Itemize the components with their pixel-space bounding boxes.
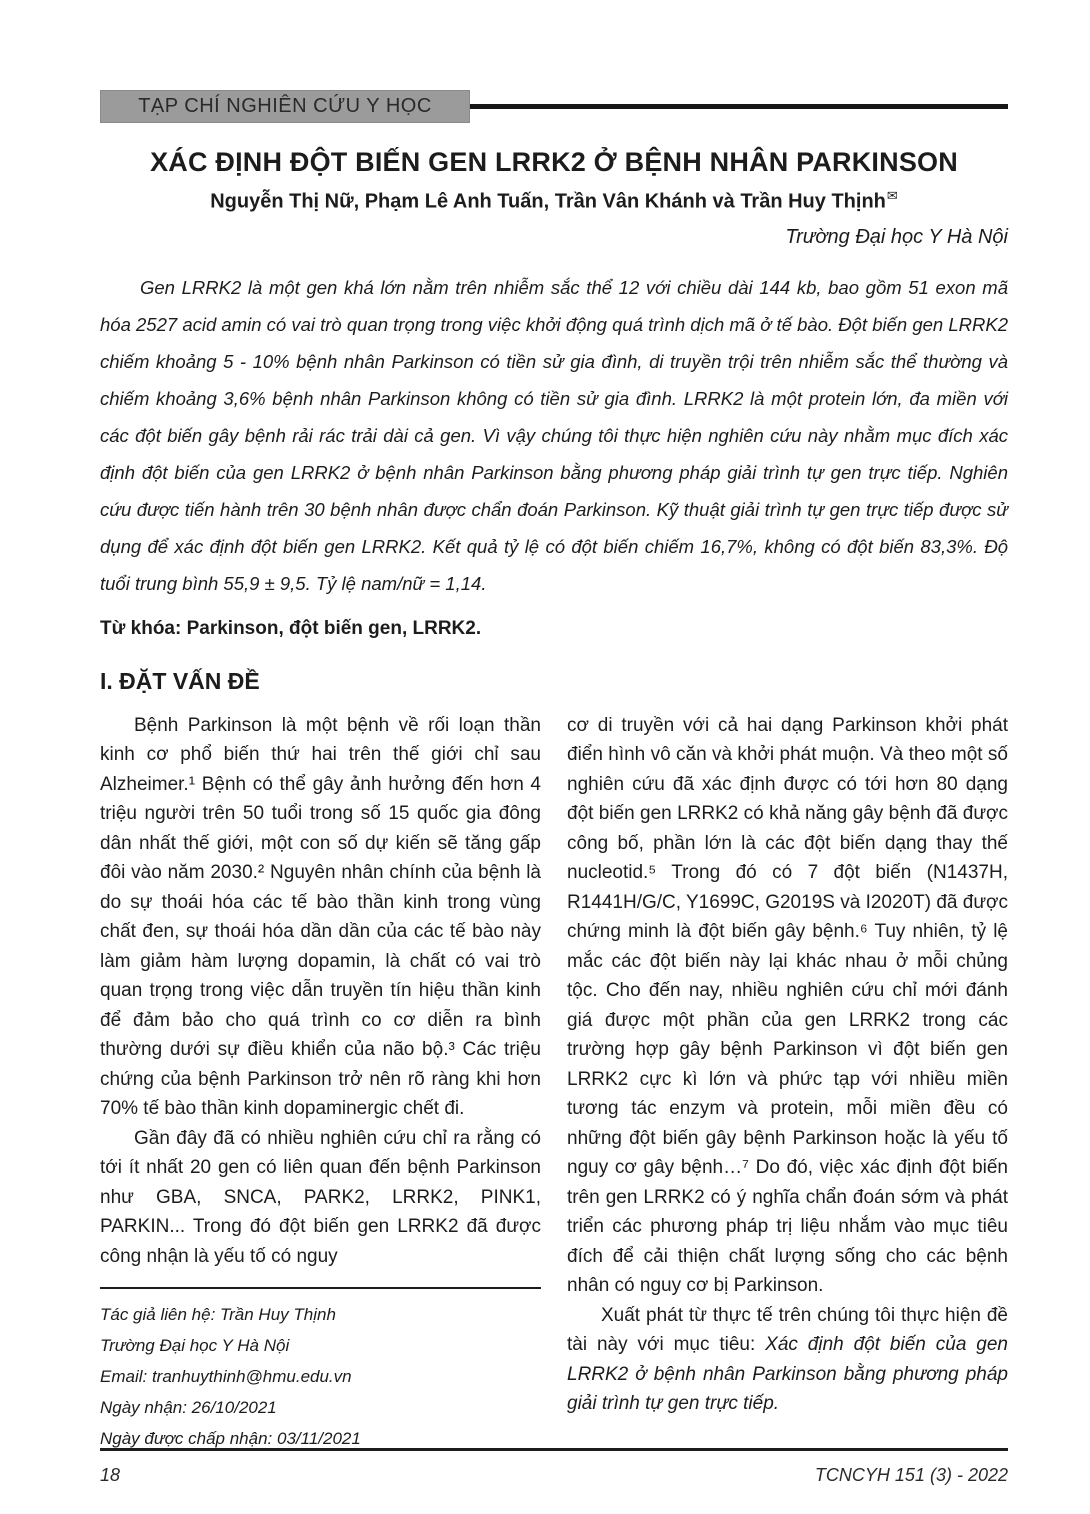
footnote-line-received-date: Ngày nhận: 26/10/2021 xyxy=(100,1398,277,1418)
article-title: XÁC ĐỊNH ĐỘT BIẾN GEN LRRK2 Ở BỆNH NHÂN PARKINSON xyxy=(150,147,958,177)
abstract-text: Gen LRRK2 là một gen khá lớn nằm trên nhiễm sắc thể 12 với chiều dài 144 kb, bao gồm 51 exon mã hóa 2527 acid amin có vai trò quan trọng trong việc khởi động quá trình dịch mã ở tế bào. Đột biến gen LRRK2 chiếm khoảng 5 - 10% bệnh nhân Parkinson có tiền sử gia đình, di truyền trội trên nhiễm sắc thể thường và chiếm khoảng 3,6% bệnh nhân Parkinson không có tiền sử gia đình. LRRK2 là một protein lớn, đa miền với các đột biến gây bệnh rải rác trải dài cả gen. Vì vậy chúng tôi thực hiện nghiên cứu này nhằm mục đích xác định đột biến của gen LRRK2 ở bệnh nhân Parkinson bằng phương pháp giải trình tự gen trực tiếp. Nghiên cứu được tiến hành trên 30 bệnh nhân được chẩn đoán Parkinson. Kỹ thuật giải trình tự gen trực tiếp được sử dụng để xác định đột biến gen LRRK2. Kết quả tỷ lệ có đột biến chiếm 16,7%, không có đột biến 83,3%. Độ tuổi trung bình 55,9 ± 9,5. Tỷ lệ nam/nữ = 1,14. xyxy=(100,276,1008,594)
two-column-body xyxy=(100,711,1008,1455)
objective-italic-text: Xác định đột biến của gen LRRK2 ở bệnh nhân Parkinson bằng phương pháp giải trình tự gen trực tiếp. xyxy=(567,1334,1008,1415)
right-column xyxy=(567,711,1008,1455)
affiliation: Trường Đại học Y Hà Nội xyxy=(785,225,1008,248)
correspondence-footnote xyxy=(100,1287,541,1454)
objective-intro-text: Xuất phát từ thực tế trên chúng tôi thực hiện đề tài này với mục tiêu: xyxy=(567,1304,1008,1356)
body-paragraph: Gần đây đã có nhiều nghiên cứu chỉ ra rằng có tới ít nhất 20 gen có liên quan đến bệnh Parkinson như GBA, SNCA, PARK2, LRRK2, PINK1, PARKIN... Trong đó đột biến gen LRRK2 đã được công nhận là yếu tố có nguy xyxy=(100,1127,541,1267)
abstract-section xyxy=(100,269,1008,640)
footnote-line-contact-author: Tác giả liên hệ: Trần Huy Thịnh xyxy=(100,1305,336,1325)
footnote-line-affiliation: Trường Đại học Y Hà Nội xyxy=(100,1336,290,1356)
journal-name-banner xyxy=(100,90,470,123)
authors-names: Nguyễn Thị Nữ, Phạm Lê Anh Tuấn, Trần Vân Khánh và Trần Huy Thịnh xyxy=(210,190,886,213)
objective-paragraph xyxy=(567,1301,1008,1419)
page-footer xyxy=(100,1448,1008,1486)
page-number: 18 xyxy=(100,1465,121,1485)
corresponding-author-envelope-icon: ✉ xyxy=(886,188,898,203)
footnote-line-email: Email: tranhuythinh@hmu.edu.vn xyxy=(100,1367,352,1387)
footer-row xyxy=(100,1465,1008,1486)
footnote-separator-rule xyxy=(100,1287,541,1289)
keywords-line: Từ khóa: Parkinson, đột biến gen, LRRK2. xyxy=(100,617,482,639)
masthead xyxy=(100,90,1008,123)
journal-name: TẠP CHÍ NGHIÊN CỨU Y HỌC xyxy=(138,95,432,117)
authors-line xyxy=(100,188,1008,214)
footnote-line-accepted-date: Ngày được chấp nhận: 03/11/2021 xyxy=(100,1429,361,1449)
footer-rule xyxy=(100,1448,1008,1451)
masthead-rule xyxy=(470,104,1008,109)
body-paragraph: Bệnh Parkinson là một bệnh về rối loạn thần kinh cơ phổ biến thứ hai trên thế giới chỉ sau Alzheimer.¹ Bệnh có thể gây ảnh hưởng đến hơn 4 triệu người trên 50 tuổi trong số 15 quốc gia đông dân nhất thế giới, một con số dự kiến sẽ tăng gấp đôi vào năm 2030.² Nguyên nhân chính của bệnh là do sự thoái hóa các tế bào thần kinh trong vùng chất đen, sự thoái hóa dần dần của các tế bào này làm giảm hàm lượng dopamin, là chất có vai trò quan trọng trong việc dẫn truyền tín hiệu thần kinh để đảm bảo cho quá trình co cơ diễn ra bình thường dưới sự điều khiển của não bộ.³ Các triệu chứng của bệnh Parkinson trở nên rõ ràng khi hơn 70% tế bào thần kinh dopaminergic chết đi. xyxy=(100,714,541,1120)
body-paragraph-continuation: cơ di truyền với cả hai dạng Parkinson khởi phát điển hình vô căn và khởi phát muộn. Và theo một số nghiên cứu đã xác định được có tới hơn 80 dạng đột biến gen LRRK2 có khả năng gây bệnh đã được công bố, phần lớn là các đột biến dạng thay thế nucleotid.⁵ Trong đó có 7 đột biến (N1437H, R1441H/G/C, Y1699C, G2019S và I2020T) đã được chứng minh là đột biến gây bệnh.⁶ Tuy nhiên, tỷ lệ mắc các đột biến này lại khác nhau ở mỗi chủng tộc. Cho đến nay, nhiều nghiên cứu chỉ mới đánh giá được một phần của gen LRRK2 trong các trường hợp gây bệnh Parkinson vì đột biến gen LRRK2 cực kì lớn và phức tạp với nhiều miền tương tác enzym và protein, mỗi miền đều có những đột biến gây bệnh Parkinson hoặc là yếu tố nguy cơ gây bệnh…⁷ Do đó, việc xác định đột biến trên gen LRRK2 có ý nghĩa chẩn đoán sớm và phát triển các phương pháp trị liệu nhắm vào mục tiêu đích để cải thiện chất lượng sống cho các bệnh nhân có nguy cơ bị Parkinson. xyxy=(567,714,1008,1297)
section-heading-dat-van-de: I. ĐẶT VẤN ĐỀ xyxy=(100,667,260,694)
journal-reference: TCNCYH 151 (3) - 2022 xyxy=(814,1465,1008,1485)
left-column xyxy=(100,711,541,1455)
